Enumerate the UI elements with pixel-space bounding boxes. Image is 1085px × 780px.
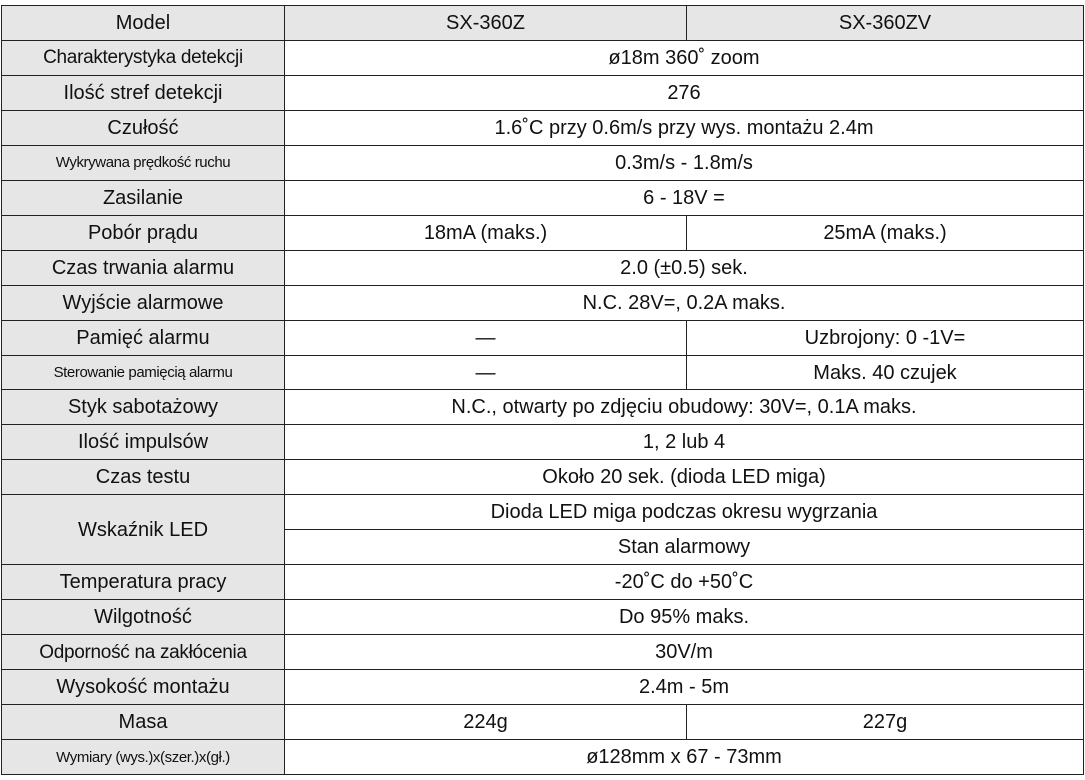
row-value: 6 - 18V =: [285, 180, 1084, 215]
row-label: Pamięć alarmu: [2, 320, 285, 355]
row-label: Ilość impulsów: [2, 425, 285, 460]
row-value-sx360z: 18mA (maks.): [285, 215, 687, 250]
row-label: Masa: [2, 705, 285, 740]
row-label: Odporność na zakłócenia: [2, 635, 285, 670]
table-row: [2, 250, 1084, 285]
row-label: Wymiary (wys.)x(szer.)x(gł.): [2, 740, 285, 775]
table-row: [2, 425, 1084, 460]
row-value: Dioda LED miga podczas okresu wygrzania: [285, 495, 1084, 530]
row-value-sx360zv: Maks. 40 czujek: [687, 355, 1084, 390]
row-value: ø18m 360˚ zoom: [285, 40, 1084, 75]
row-label: Sterowanie pamięcią alarmu: [2, 355, 285, 390]
row-label: Temperatura pracy: [2, 565, 285, 600]
table-row: [2, 635, 1084, 670]
row-label: Wysokość montażu: [2, 670, 285, 705]
row-value-sx360zv: 25mA (maks.): [687, 215, 1084, 250]
table-row: [2, 600, 1084, 635]
row-label: Wykrywana prędkość ruchu: [2, 145, 285, 180]
row-label: Wilgotność: [2, 600, 285, 635]
table-row: [2, 740, 1084, 775]
row-value: 2.0 (±0.5) sek.: [285, 250, 1084, 285]
row-value: N.C. 28V=, 0.2A maks.: [285, 285, 1084, 320]
table-row: [2, 705, 1084, 740]
row-value: 2.4m - 5m: [285, 670, 1084, 705]
row-value: 1.6˚C przy 0.6m/s przy wys. montażu 2.4m: [285, 110, 1084, 145]
row-label: Charakterystyka detekcji: [2, 40, 285, 75]
table-row: [2, 110, 1084, 145]
row-label: Czułość: [2, 110, 285, 145]
row-label: Wskaźnik LED: [2, 495, 285, 565]
row-label: Zasilanie: [2, 180, 285, 215]
table-row: [2, 40, 1084, 75]
row-value: N.C., otwarty po zdjęciu obudowy: 30V=, 0.1A maks.: [285, 390, 1084, 425]
table-row: [2, 460, 1084, 495]
row-value-sx360z: 224g: [285, 705, 687, 740]
header-model-sx360zv: SX-360ZV: [687, 6, 1084, 41]
row-value: 30V/m: [285, 635, 1084, 670]
table-row: [2, 285, 1084, 320]
row-label: Czas trwania alarmu: [2, 250, 285, 285]
table-row: [2, 320, 1084, 355]
table-row: [2, 565, 1084, 600]
header-model-label: Model: [2, 6, 285, 41]
row-label: Ilość stref detekcji: [2, 75, 285, 110]
row-value: 1, 2 lub 4: [285, 425, 1084, 460]
spec-table: [1, 5, 1084, 775]
row-label: Styk sabotażowy: [2, 390, 285, 425]
table-row: [2, 75, 1084, 110]
table-header-row: [2, 6, 1084, 41]
row-label: Pobór prądu: [2, 215, 285, 250]
row-value-sx360z: —: [285, 320, 687, 355]
table-row: [2, 670, 1084, 705]
row-label: Czas testu: [2, 460, 285, 495]
row-label: Wyjście alarmowe: [2, 285, 285, 320]
header-model-sx360z: SX-360Z: [285, 6, 687, 41]
row-value: 276: [285, 75, 1084, 110]
row-value-sx360zv: Uzbrojony: 0 -1V=: [687, 320, 1084, 355]
table-row: [2, 180, 1084, 215]
row-value: Około 20 sek. (dioda LED miga): [285, 460, 1084, 495]
table-row: [2, 145, 1084, 180]
row-value: 0.3m/s - 1.8m/s: [285, 145, 1084, 180]
row-value: Stan alarmowy: [285, 530, 1084, 565]
row-value: ø128mm x 67 - 73mm: [285, 740, 1084, 775]
row-value-sx360z: —: [285, 355, 687, 390]
table-row: [2, 355, 1084, 390]
row-value: Do 95% maks.: [285, 600, 1084, 635]
row-value: -20˚C do +50˚C: [285, 565, 1084, 600]
table-row: [2, 390, 1084, 425]
row-value-sx360zv: 227g: [687, 705, 1084, 740]
table-row: [2, 215, 1084, 250]
table-row: [2, 495, 1084, 530]
